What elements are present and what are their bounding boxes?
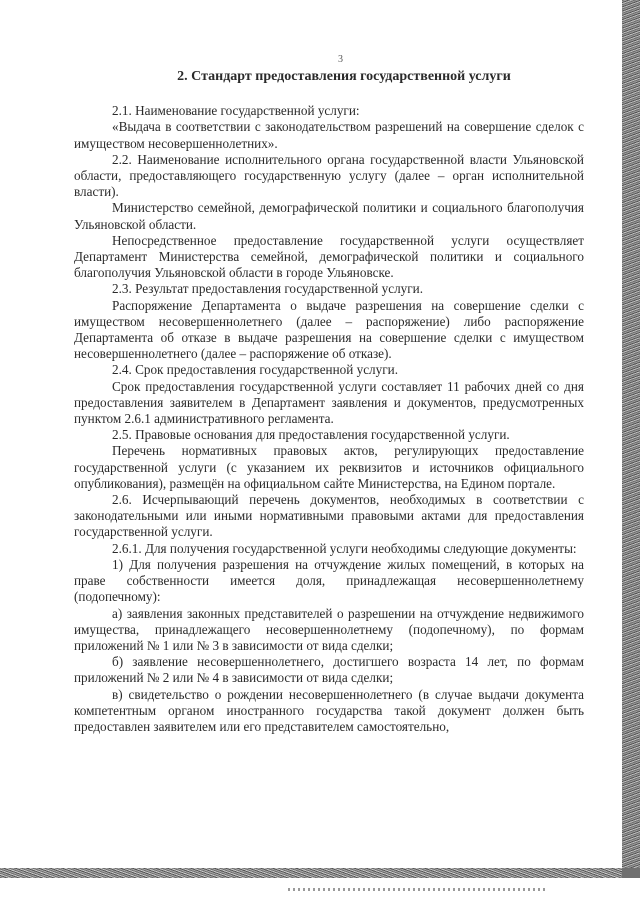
footer-dotted-line [288,888,548,891]
paragraph-item-a: а) заявления законных представителей о разрешении на отчуждение недвижимого имущества, принадлежащего несовершеннолетнему (подопечному), по формам приложений № 1 или № 3 в зависимости от вида сделки; [74,605,584,653]
paragraph-item-b: б) заявление несовершеннолетнего, достигшего возраста 14 лет, по формам приложений № 2 или № 4 в зависимости от вида сделки; [74,654,584,686]
paragraph-2-3: 2.3. Результат предоставления государственной услуги. [112,281,424,297]
paragraph-2-4: 2.4. Срок предоставления государственной услуги. [112,362,398,378]
section-title: 2. Стандарт предоставления государственной услуги [177,69,511,84]
paragraph-legal-acts: Перечень нормативных правовых актов, регулирующих предоставление государственной услуги (с указанием их реквизитов и источников официального опубликования), размещён на официальном сайте Министерства, на Едином портале. [74,443,584,491]
paragraph-service-name: «Выдача в соответствии с законодательством разрешений на совершение сделок с имуществом несовершеннолетних». [74,119,584,151]
document-page [74,52,584,735]
paragraph-department: Непосредственное предоставление государственной услуги осуществляет Департамент Министерства семейной, демографической политики и социального благополучия Ульяновской области в городе Ульяновске. [74,232,584,281]
scan-edge-corner [622,868,640,878]
paragraph-2-1: 2.1. Наименование государственной услуги: [112,103,360,119]
paragraph-term: Срок предоставления государственной услуги составляет 11 рабочих дней со дня предоставления заявителем в Департамент заявления и документов, предусмотренных пунктом 2.6.1 административного регламента. [74,378,584,427]
paragraph-2-2: 2.2. Наименование исполнительного органа государственной власти Ульяновской области, предоставляющего государственную услугу (далее – орган исполнительной власти). [74,151,584,200]
paragraph-item-1: 1) Для получения разрешения на отчуждение жилых помещений, в которых на праве собственности имеется доля, принадлежащая несовершеннолетнему (подопечному): [74,556,584,605]
page-number: 3 [338,54,343,65]
scan-edge-bottom [0,868,622,878]
paragraph-2-6-1: 2.6.1. Для получения государственной услуги необходимы следующие документы: [112,540,577,556]
paragraph-item-v: в) свидетельство о рождении несовершеннолетнего (в случае выдачи документа компетентным органом иностранного государства такой документ должен быть предоставлен заявителем или его представителем самостоятельно, [74,686,584,734]
paragraph-2-5: 2.5. Правовые основания для предоставления государственной услуги. [112,427,510,443]
scan-edge-right [622,0,640,873]
paragraph-ministry: Министерство семейной, демографической политики и социального благополучия Ульяновской области. [74,200,584,232]
paragraph-2-6: 2.6. Исчерпывающий перечень документов, необходимых в соответствии с законодательными или иными нормативными правовыми актами для предоставления государственной услуги. [74,492,584,540]
paragraph-result: Распоряжение Департамента о выдаче разрешения на совершение сделки с имуществом несовершеннолетнего (далее – распоряжение) либо распоряжение Департамента об отказе в выдаче разрешения на совершение сделки с имуществом несовершеннолетнего (далее – распоряжение об отказе). [74,297,584,362]
